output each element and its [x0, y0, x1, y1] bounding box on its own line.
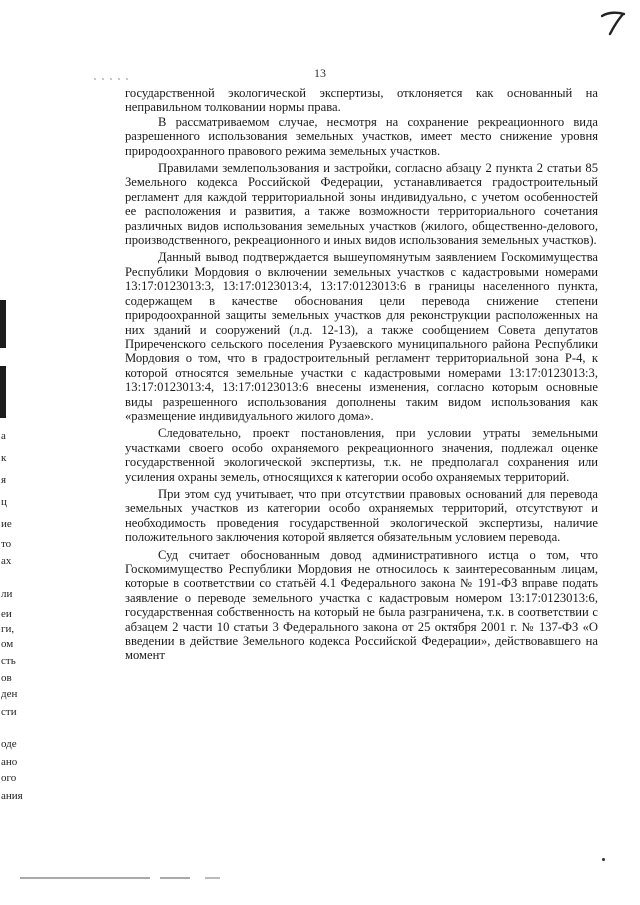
document-body: [125, 86, 598, 663]
margin-fragment: к: [1, 452, 7, 464]
scan-edge-shadow: [0, 300, 6, 348]
margin-fragment: еи: [1, 608, 12, 620]
margin-fragment: а: [1, 430, 6, 442]
paragraph: При этом суд учитывает, что при отсутствии правовых оснований для перевода земельных участков из категории особо охраняемых территорий, отсутствуют и необходимость проведения государственной экологической экспертизы, наличие положительного заключения которой является обязательным условием перевода.: [125, 486, 598, 545]
margin-fragment: ов: [1, 672, 12, 684]
paragraph: В рассматриваемом случае, несмотря на сохранение рекреационного вида разрешенного использования земельных участков, имеет место снижение уровня природоохранного правового режима земельных участков.: [125, 114, 598, 158]
margin-fragment: оде: [1, 738, 17, 750]
margin-fragment: ц: [1, 496, 7, 508]
handwritten-page-mark: [596, 8, 632, 38]
scan-edge-shadow: [0, 366, 6, 418]
paragraph: Суд считает обоснованным довод административного истца о том, что Госкомимущество Республики Мордовия не относилось к заинтересованным лицам, которые в соответствии со статьёй 4.1 Федерального закона № 191-ФЗ вправе подать заявление о переводе земельного участка с кадастровым номером 13:17:0123013:6, государственная собственность на который не была разграничена, т.к. в соответствии с абзацем 2 части 10 статьи 3 Федерального закона от 25 октября 2001 г. № 137-ФЗ «О введении в действие Земельного кодекса Российской Федерации», действовавшего на момент: [125, 547, 598, 663]
paragraph: Правилами землепользования и застройки, согласно абзацу 2 пункта 2 статьи 85 Земельного кодекса Российской Федерации, устанавливается градостроительный регламент для каждой территориальной зоны индивидуально, с учетом особенностей ее расположения и развития, а также возможности территориального сочетания различных видов использования земельных участков (жилого, общественно-делового, производственного, рекреационного и иных видов использования земельных участков).: [125, 161, 598, 248]
scan-speck: [602, 858, 605, 861]
margin-fragment: ден: [1, 688, 18, 700]
margin-fragment: то: [1, 538, 12, 550]
margin-fragment: ано: [1, 756, 18, 768]
margin-fragment: сть: [1, 655, 16, 667]
paragraph: государственной экологической экспертизы, отклоняется как основанный на неправильном толковании нормы права.: [125, 86, 598, 115]
margin-fragment: сти: [1, 706, 17, 718]
scan-artifact-lines: [20, 872, 240, 884]
margin-fragment: ли: [1, 588, 13, 600]
margin-fragment: ого: [1, 772, 17, 784]
margin-fragment: я: [1, 474, 7, 486]
page-number: 13: [314, 66, 326, 80]
margin-fragment: ах: [1, 555, 12, 567]
left-margin-bleed: [0, 0, 23, 905]
margin-fragment: ги,: [1, 623, 15, 635]
margin-fragment: ие: [1, 518, 12, 530]
margin-fragment: ом: [1, 638, 14, 650]
paragraph: Данный вывод подтверждается вышеупомянутым заявлением Госкомимущества Республики Мордовия о включении земельных участков с кадастровыми номерами 13:17:0123013:3, 13:17:0123013:4, 13:17:0123013:6 в границы населенного пункта, содержащем в качестве обоснования цели перевода снижение степени природоохранной защиты земельных участков для реконструкции расположенных на них зданий и сооружений (л.д. 12-13), а также сообщением Совета депутатов Приреченского сельского поселения Рузаевского муниципального района Республики Мордовия о том, что в градостроительный регламент территориальной зона Р-4, к которой относятся земельные участки с кадастровыми номерами 13:17:0123013:3, 13:17:0123013:4, 13:17:0123013:6 внесены изменения, согласно которым основные виды разрешенного использования дополнены таким видом использования как «размещение индивидуального жилого дома».: [125, 250, 598, 423]
margin-fragment: ания: [1, 790, 23, 802]
paragraph: Следовательно, проект постановления, при условии утраты земельными участками своего особо охраняемого рекреационного значения, подлежал оценке государственной экологической экспертизы, т.к. не предполагал сохранения или усиления охраны земель, относящихся к категории особо охраняемых территорий.: [125, 426, 598, 484]
